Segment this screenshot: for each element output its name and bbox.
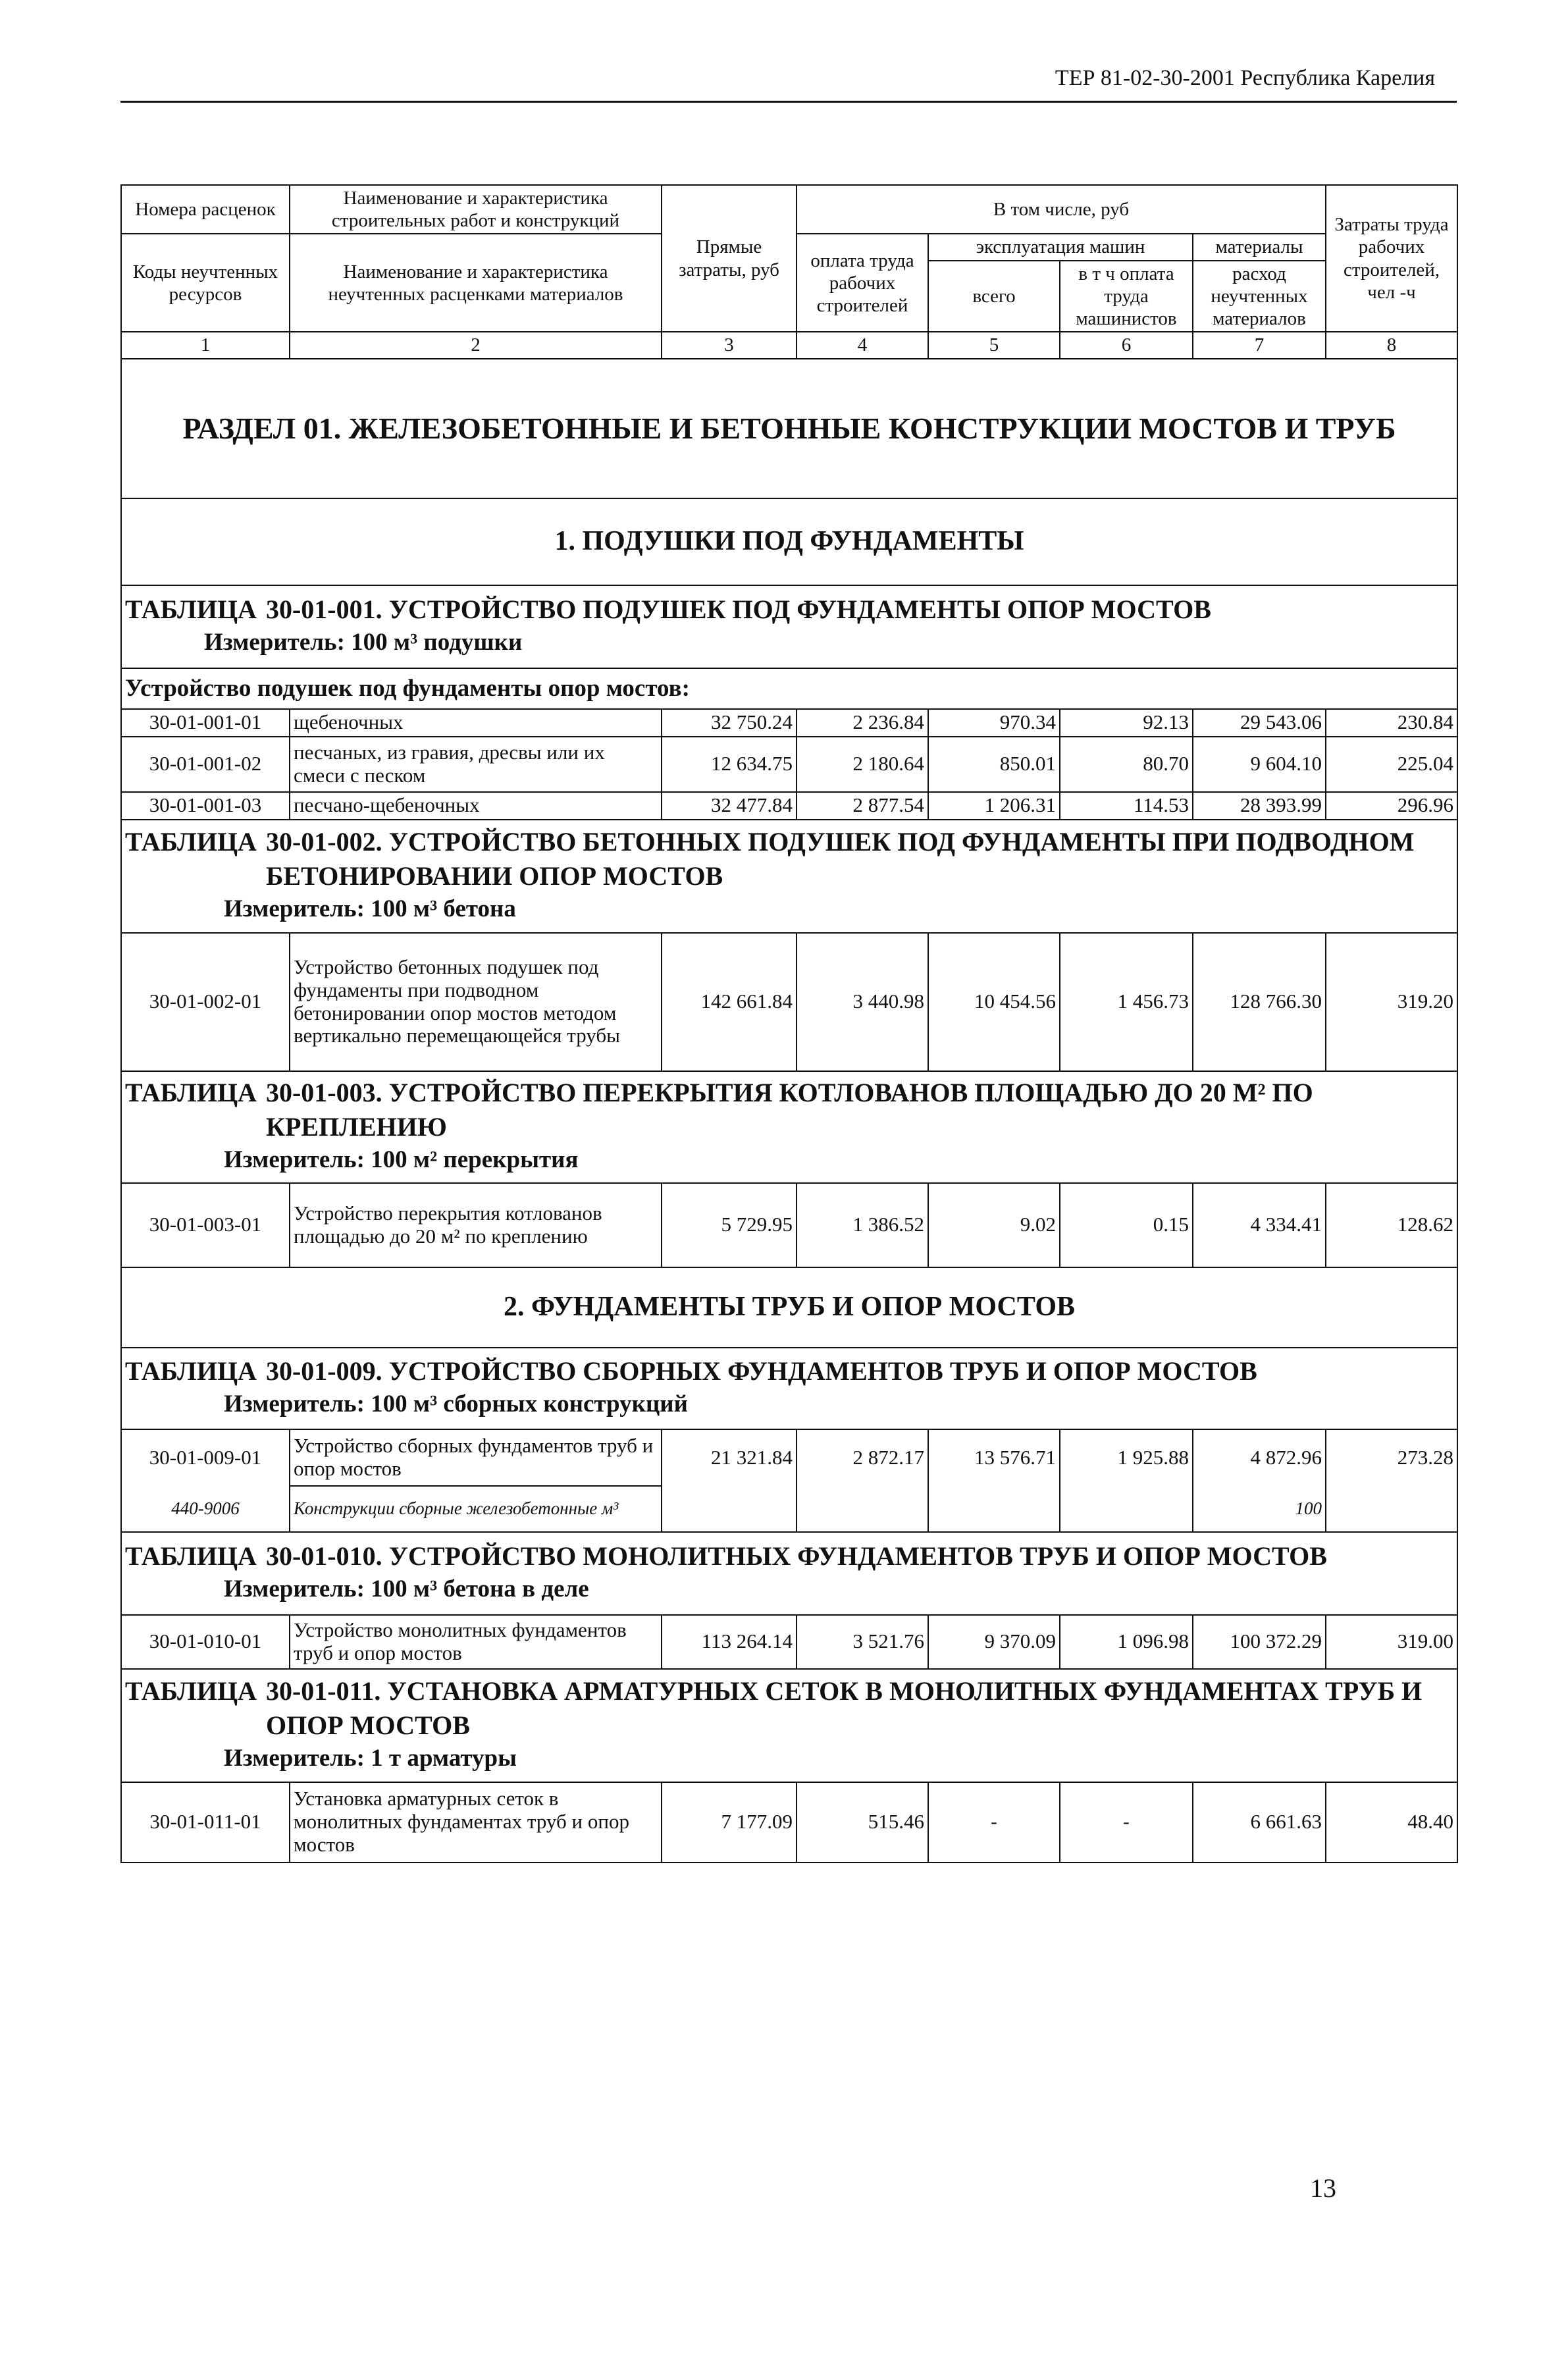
operator-pay: 1 096.98 [1060, 1615, 1193, 1669]
col-number: 4 [797, 332, 928, 358]
direct-cost: 7 177.09 [662, 1782, 797, 1863]
empty-cell [797, 1486, 928, 1532]
materials-cost: 29 543.06 [1193, 709, 1326, 737]
work-name: Устройство перекрытия котлованов площадью до 20 м² по креплению [290, 1183, 662, 1267]
section-title-text: РАЗДЕЛ 01. ЖЕЛЕЗОБЕТОННЫЕ И БЕТОННЫЕ КОНСТРУКЦИИ МОСТОВ И ТРУБ [182, 411, 1396, 445]
running-head: ТЕР 81-02-30-2001 Республика Карелия [1055, 66, 1435, 90]
rate-code: 30-01-011-01 [121, 1782, 290, 1863]
operator-pay: 1 925.88 [1060, 1429, 1193, 1486]
col-number: 2 [290, 332, 662, 358]
machines-total: - [928, 1782, 1060, 1863]
rate-code: 30-01-010-01 [121, 1615, 290, 1669]
rate-code: 30-01-009-01 [121, 1429, 290, 1486]
subsection-title: 1. ПОДУШКИ ПОД ФУНДАМЕНТЫ [121, 498, 1457, 585]
materials-cost: 4 872.96 [1193, 1429, 1326, 1486]
worker-pay: 3 521.76 [797, 1615, 928, 1669]
table-prefix: ТАБЛИЦА [125, 1676, 257, 1706]
worker-pay: 515.46 [797, 1782, 928, 1863]
direct-cost: 32 477.84 [662, 792, 797, 820]
meter-label: Измеритель: [224, 1390, 365, 1418]
table-title: 30-01-002. УСТРОЙСТВО БЕТОННЫХ ПОДУШЕК ПОД ФУНДАМЕНТЫ ПРИ ПОДВОДНОМ БЕТОНИРОВАНИИ ОПОР МОСТОВ [265, 827, 1415, 891]
table-prefix: ТАБЛИЦА [125, 1078, 257, 1108]
labor-hours: 128.62 [1326, 1183, 1457, 1267]
col-number: 3 [662, 332, 797, 358]
direct-cost: 12 634.75 [662, 737, 797, 792]
machines-total: 13 576.71 [928, 1429, 1060, 1486]
meter-label: Измеритель: [224, 895, 365, 923]
labor-hours: 319.20 [1326, 933, 1457, 1071]
worker-pay: 3 440.98 [797, 933, 928, 1071]
table-prefix: ТАБЛИЦА [125, 1356, 257, 1387]
meter-value: 1 т арматуры [371, 1745, 517, 1772]
meter-value: 100 м³ сборных конструкций [371, 1390, 688, 1418]
col-header-resource-codes: Коды неучтенных ресурсов [121, 234, 290, 332]
col-number: 7 [1193, 332, 1326, 358]
col-header-worker-pay: оплата труда рабочих строителей [797, 234, 928, 332]
col-header-materials-name: Наименование и характеристика неучтенных расценками материалов [290, 234, 662, 332]
col-header-materials-use: расход неучтенных материалов [1193, 261, 1326, 332]
operator-pay: - [1060, 1782, 1193, 1863]
work-name: щебеночных [290, 709, 662, 737]
labor-hours: 225.04 [1326, 737, 1457, 792]
labor-hours: 296.96 [1326, 792, 1457, 820]
table-title: 30-01-009. УСТРОЙСТВО СБОРНЫХ ФУНДАМЕНТОВ ТРУБ И ОПОР МОСТОВ [265, 1356, 1257, 1387]
col-header-operator-pay: в т ч оплата труда машинистов [1060, 261, 1193, 332]
col-number: 1 [121, 332, 290, 358]
col-header-materials: материалы [1193, 234, 1326, 260]
empty-cell [1326, 1486, 1457, 1532]
col-number: 6 [1060, 332, 1193, 358]
worker-pay: 2 872.17 [797, 1429, 928, 1486]
operator-pay: 80.70 [1060, 737, 1193, 792]
table-title-block [121, 1669, 1457, 1782]
operator-pay: 92.13 [1060, 709, 1193, 737]
work-name: песчано-щебеночных [290, 792, 662, 820]
meter-value: 100 м³ бетона в деле [371, 1575, 589, 1603]
labor-hours: 230.84 [1326, 709, 1457, 737]
work-name: Установка арматурных сеток в монолитных фундаментах труб и опор мостов [290, 1782, 662, 1863]
worker-pay: 2 877.54 [797, 792, 928, 820]
direct-cost: 142 661.84 [662, 933, 797, 1071]
rate-code: 30-01-002-01 [121, 933, 290, 1071]
materials-cost: 4 334.41 [1193, 1183, 1326, 1267]
machines-total: 1 206.31 [928, 792, 1060, 820]
direct-cost: 5 729.95 [662, 1183, 797, 1267]
operator-pay: 114.53 [1060, 792, 1193, 820]
operator-pay: 1 456.73 [1060, 933, 1193, 1071]
materials-cost: 9 604.10 [1193, 737, 1326, 792]
meter-label: Измеритель: [224, 1745, 365, 1772]
table-title: 30-01-001. УСТРОЙСТВО ПОДУШЕК ПОД ФУНДАМЕНТЫ ОПОР МОСТОВ [265, 595, 1211, 625]
work-name: песчаных, из гравия, дресвы или их смеси с песком [290, 737, 662, 792]
col-header-direct: Прямые затраты, руб [662, 185, 797, 332]
table-title: 30-01-003. УСТРОЙСТВО ПЕРЕКРЫТИЯ КОТЛОВАНОВ ПЛОЩАДЬЮ ДО 20 М² ПО КРЕПЛЕНИЮ [265, 1078, 1313, 1142]
rate-code: 30-01-001-02 [121, 737, 290, 792]
worker-pay: 2 180.64 [797, 737, 928, 792]
resource-name: Конструкции сборные железобетонные м³ [290, 1486, 662, 1532]
materials-cost: 28 393.99 [1193, 792, 1326, 820]
machines-total: 10 454.56 [928, 933, 1060, 1071]
rate-code: 30-01-003-01 [121, 1183, 290, 1267]
direct-cost: 32 750.24 [662, 709, 797, 737]
worker-pay: 1 386.52 [797, 1183, 928, 1267]
meter-value: 100 м² перекрытия [371, 1146, 579, 1174]
machines-total: 9 370.09 [928, 1615, 1060, 1669]
rate-code: 30-01-001-03 [121, 792, 290, 820]
rate-code: 30-01-001-01 [121, 709, 290, 737]
meter-label: Измеритель: [204, 629, 345, 656]
materials-cost: 128 766.30 [1193, 933, 1326, 1071]
group-heading: Устройство подушек под фундаменты опор мостов: [121, 668, 1457, 709]
table-title: 30-01-011. УСТАНОВКА АРМАТУРНЫХ СЕТОК В МОНОЛИТНЫХ ФУНДАМЕНТАХ ТРУБ И ОПОР МОСТОВ [265, 1676, 1423, 1741]
header-rule [120, 101, 1457, 103]
col-header-including: В том числе, руб [797, 185, 1326, 234]
col-number: 5 [928, 332, 1060, 358]
resource-quantity: 100 [1193, 1486, 1326, 1532]
machines-total: 9.02 [928, 1183, 1060, 1267]
labor-hours: 273.28 [1326, 1429, 1457, 1486]
table-title-block [121, 585, 1457, 668]
worker-pay: 2 236.84 [797, 709, 928, 737]
col-header-works: Наименование и характеристика строительных работ и конструкций [290, 185, 662, 234]
col-header-labor-hours: Затраты труда рабочих строителей, чел -ч [1326, 185, 1457, 332]
table-title-block [121, 820, 1457, 933]
table-prefix: ТАБЛИЦА [125, 1541, 257, 1572]
empty-cell [928, 1486, 1060, 1532]
table-prefix: ТАБЛИЦА [125, 595, 257, 625]
materials-cost: 6 661.63 [1193, 1782, 1326, 1863]
resource-code: 440-9006 [121, 1486, 290, 1532]
section-title [121, 359, 1457, 498]
col-header-machines-total: всего [928, 261, 1060, 332]
col-header-codes: Номера расценок [121, 185, 290, 234]
empty-cell [1060, 1486, 1193, 1532]
subsection-title: 2. ФУНДАМЕНТЫ ТРУБ И ОПОР МОСТОВ [121, 1267, 1457, 1348]
direct-cost: 21 321.84 [662, 1429, 797, 1486]
col-number: 8 [1326, 332, 1457, 358]
meter-value: 100 м³ бетона [371, 895, 516, 923]
direct-cost: 113 264.14 [662, 1615, 797, 1669]
operator-pay: 0.15 [1060, 1183, 1193, 1267]
empty-cell [662, 1486, 797, 1532]
meter-label: Измеритель: [224, 1575, 365, 1603]
labor-hours: 319.00 [1326, 1615, 1457, 1669]
work-name: Устройство монолитных фундаментов труб и опор мостов [290, 1615, 662, 1669]
machines-total: 970.34 [928, 709, 1060, 737]
meter-value: 100 м³ подушки [351, 629, 523, 656]
work-name: Устройство бетонных подушек под фундаменты при подводном бетонировании опор мостов методом вертикально перемещающейся трубы [290, 933, 662, 1071]
price-table [120, 184, 1458, 1863]
labor-hours: 48.40 [1326, 1782, 1457, 1863]
meter-label: Измеритель: [224, 1146, 365, 1174]
machines-total: 850.01 [928, 737, 1060, 792]
table-title-block [121, 1532, 1457, 1615]
page-number: 13 [1310, 2173, 1336, 2203]
table-title-block [121, 1348, 1457, 1429]
col-header-machines: эксплуатация машин [928, 234, 1193, 260]
table-title-block [121, 1071, 1457, 1183]
table-title: 30-01-010. УСТРОЙСТВО МОНОЛИТНЫХ ФУНДАМЕНТОВ ТРУБ И ОПОР МОСТОВ [265, 1541, 1327, 1572]
table-prefix: ТАБЛИЦА [125, 827, 257, 857]
materials-cost: 100 372.29 [1193, 1615, 1326, 1669]
work-name: Устройство сборных фундаментов труб и опор мостов [290, 1429, 662, 1486]
